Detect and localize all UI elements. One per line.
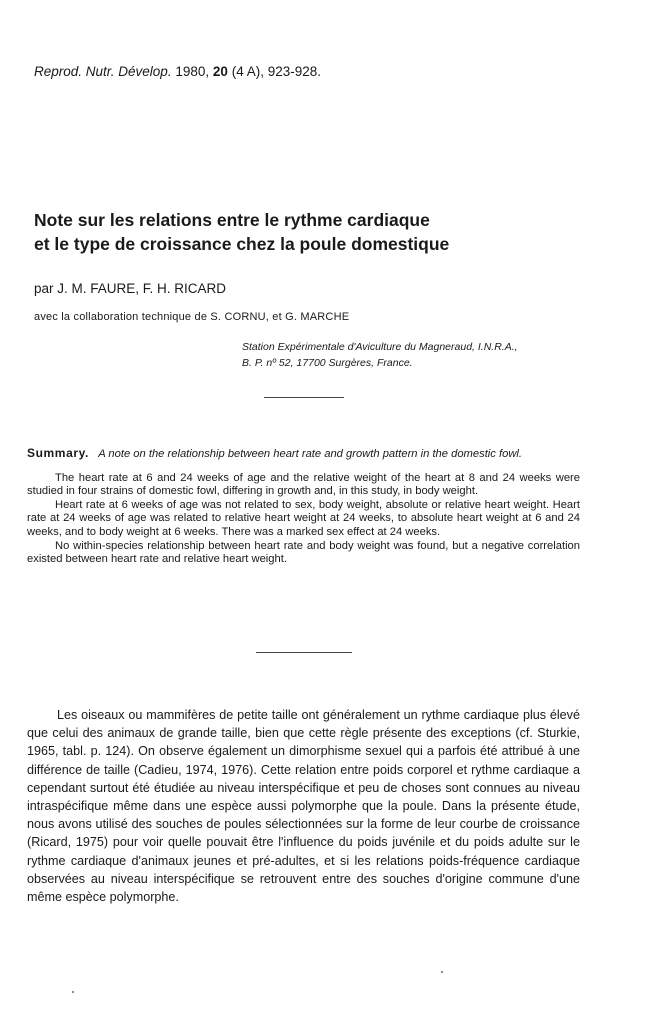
summary-section — [27, 447, 580, 567]
summary-heading — [27, 447, 580, 462]
summary-paragraph-2: Heart rate at 6 weeks of age was not related to sex, body weight, absolute or relative heart weight. Heart rate at 24 weeks of age was related to relative heart weight at 24 weeks, to absolute heart weight at 6 and 24 weeks, and to body weight at 6 weeks. There was a marked sex effect at 24 weeks. — [27, 498, 580, 538]
scan-speck — [72, 991, 74, 993]
article-title — [34, 208, 634, 256]
journal-pages: 923-928. — [267, 64, 322, 79]
scan-speck — [441, 971, 443, 973]
summary-label: Summary. — [27, 446, 89, 460]
affiliation-line-2: B. P. nº 52, 17700 Surgères, France. — [242, 357, 413, 369]
section-divider-bottom — [256, 652, 352, 653]
summary-paragraph-1: The heart rate at 6 and 24 weeks of age and the relative weight of the heart at 8 and 24 weeks were studied in four strains of domestic fowl, differing in growth and, in this study, in body weight. — [27, 471, 580, 498]
introduction-paragraph: Les oiseaux ou mammifères de petite taille ont généralement un rythme cardiaque plus élevé que celui des animaux de grande taille, bien que cette règle présente des exceptions (cf. Sturkie, 1965, tabl. p. 124). On observe également un dimorphisme sexuel qui a parfois été attribué à une différence de taille (Cadieu, 1974, 1976). Cette relation entre poids corporel et rythme cardiaque a cependant surtout été étudiée au niveau interspécifique et peu de choses sont connues au niveau intraspécifique même dans une espèce aussi polymorphe que la poule. Dans la présente étude, nous avons utilisé des souches de poules sélectionnées sur la forme de leur courbe de croissance (Ricard, 1975) pour voir quelle pouvait être l'influence du poids juvénile et du poids adulte sur le rythme cardiaque d'animaux jeunes et pré-adultes, et si les relations poids-fréquence cardiaque observées au niveau interspécifique se retrouvent entre des souches d'origine commune d'une même espèce polymorphe. — [27, 708, 580, 905]
journal-volume: 20 — [212, 64, 228, 79]
section-divider-top — [264, 397, 344, 398]
summary-title: A note on the relationship between heart rate and growth pattern in the domestic fowl. — [98, 448, 522, 460]
collaboration-note: avec la collaboration technique de S. CORNU, et G. MARCHE — [34, 311, 350, 323]
authors: par J. M. FAURE, F. H. RICARD — [34, 281, 227, 296]
affiliation-line-1: Station Expérimentale d'Aviculture du Magneraud, I.N.R.A., — [242, 341, 518, 353]
journal-citation — [34, 64, 321, 79]
title-line-2: et le type de croissance chez la poule domestique — [34, 234, 450, 254]
journal-name: Reprod. Nutr. Dévelop. — [34, 64, 172, 79]
summary-paragraph-3: No within-species relationship between heart rate and body weight was found, but a negative correlation existed between heart rate and relative heart weight. — [27, 539, 580, 566]
title-line-1: Note sur les relations entre le rythme cardiaque — [34, 210, 430, 230]
introduction-section — [27, 706, 580, 906]
journal-year: 1980, — [175, 64, 210, 79]
journal-issue: (4 A), — [231, 64, 264, 79]
affiliation — [242, 339, 518, 371]
